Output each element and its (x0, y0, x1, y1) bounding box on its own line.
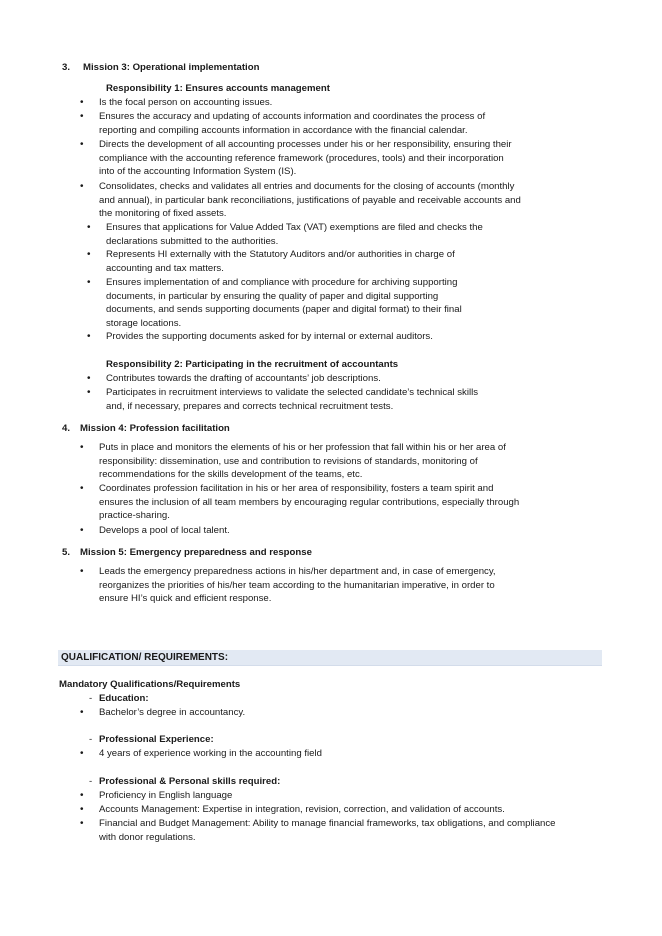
bullet-icon: • (80, 707, 84, 718)
bullet-icon: • (87, 277, 91, 288)
qualification-heading: QUALIFICATION/ REQUIREMENTS: (61, 652, 229, 663)
list-item-text: reporting and compiling accounts information in accordance with the financial calendar. (99, 124, 468, 136)
list-item-text: practice-sharing. (99, 510, 170, 522)
list-item-text: Represents HI externally with the Statutory Auditors and/or authorities in charge of (106, 249, 455, 260)
list-item-text: Participates in recruitment interviews to validate the selected candidate’s technical skills (106, 387, 479, 398)
list-item-text: Ensures implementation of and compliance with procedure for archiving supporting (106, 277, 458, 288)
list-item-text: and annual), in particular bank reconciliations, justifications of payable and receivable accounts and (99, 194, 521, 206)
list-item-text: reorganizes the priorities of his/her team according to the humanitarian imperative, in order to (99, 579, 495, 591)
bullet-icon: • (80, 525, 84, 536)
bullet-icon: • (80, 139, 84, 150)
list-item-text: Puts in place and monitors the elements of his or her profession that fall within his or her area of (99, 442, 506, 453)
list-item-text: with donor regulations. (99, 831, 196, 843)
bullet-icon: • (87, 331, 91, 342)
skills-title: Professional & Personal skills required: (99, 776, 281, 787)
mission4-title: Mission 4: Profession facilitation (80, 423, 230, 434)
list-item-text: Proficiency in English language (99, 790, 233, 801)
mandatory-subheading: Mandatory Qualifications/Requirements (59, 679, 241, 690)
bullet-icon: • (80, 804, 84, 815)
bullet-icon: • (80, 566, 84, 577)
mission4-number: 4. (62, 423, 71, 434)
list-item-text: Consolidates, checks and validates all entries and documents for the closing of accounts (monthly (99, 181, 515, 192)
bullet-icon: • (87, 222, 91, 233)
bullet-icon: • (80, 483, 84, 494)
experience-title: Professional Experience: (99, 734, 214, 745)
bullet-icon: • (80, 748, 84, 759)
bullet-icon: • (80, 111, 84, 122)
mission5-number: 5. (62, 547, 71, 558)
list-item-text: accounting and tax matters. (106, 262, 224, 274)
list-item-text: documents, in particular by ensuring the quality of paper and digital supporting (106, 290, 439, 302)
list-item-text: compliance with the accounting reference framework (procedures, tools) and their incorporation (99, 152, 504, 164)
bullet-icon: • (80, 790, 84, 801)
skills-dash: - (89, 776, 93, 787)
bullet-icon: • (80, 442, 84, 453)
education-dash: - (89, 693, 93, 704)
bullet-icon: • (80, 818, 84, 829)
bullet-icon: • (87, 249, 91, 260)
qualification-heading-bar (58, 650, 602, 666)
list-item-text: Ensures the accuracy and updating of accounts information and coordinates the process of (99, 111, 486, 122)
mission3-number: 3. (62, 62, 71, 73)
list-item-text: Provides the supporting documents asked for by internal or external auditors. (106, 331, 433, 342)
list-item-text: into of the accounting Information System (IS). (99, 166, 297, 178)
bullet-icon: • (80, 181, 84, 192)
education-title: Education: (99, 693, 149, 704)
list-item-text: documents, and sends supporting documents (paper and digital format) to their final (106, 304, 462, 316)
bullet-icon: • (80, 97, 84, 108)
list-item-text: Ensures that applications for Value Added Tax (VAT) exemptions are filed and checks the (106, 222, 483, 233)
list-item-text: Develops a pool of local talent. (99, 525, 230, 536)
list-item-text: the monitoring of fixed assets. (99, 208, 227, 220)
list-item-text: 4 years of experience working in the accounting field (99, 748, 322, 759)
list-item-text: Coordinates profession facilitation in his or her area of responsibility, fosters a team spirit and (99, 483, 494, 494)
list-item-text: recommendations for the skills development of the teams, etc. (99, 469, 363, 481)
list-item-text: Financial and Budget Management: Ability to manage financial frameworks, tax obligations, and compliance (99, 818, 556, 829)
list-item-text: ensures the inclusion of all team members by encouraging regular contributions, especially through (99, 496, 520, 508)
list-item-text: responsibility: dissemination, use and contribution to revisions of standards, monitoring of (99, 455, 478, 467)
list-item-text: and, if necessary, prepares and corrects technical recruitment tests. (106, 400, 394, 412)
mission3-resp2-title: Responsibility 2: Participating in the recruitment of accountants (106, 359, 399, 370)
list-item-text: Bachelor’s degree in accountancy. (99, 707, 246, 718)
experience-dash: - (89, 734, 93, 745)
mission5-title: Mission 5: Emergency preparedness and response (80, 547, 312, 558)
list-item-text: storage locations. (106, 317, 182, 329)
list-item-text: Directs the development of all accounting processes under his or her responsibility, ensuring their (99, 139, 512, 150)
list-item-text: Leads the emergency preparedness actions in his/her department and, in case of emergency, (99, 566, 496, 577)
list-item-text: declarations submitted to the authorities. (106, 235, 279, 247)
mission3-title: Mission 3: Operational implementation (83, 62, 260, 73)
bullet-icon: • (87, 387, 91, 398)
list-item-text: ensure HI’s quick and efficient response. (99, 593, 272, 605)
list-item-text: Contributes towards the drafting of accountants’ job descriptions. (106, 373, 381, 384)
list-item-text: Is the focal person on accounting issues. (99, 97, 273, 108)
mission3-resp1-title: Responsibility 1: Ensures accounts management (106, 83, 330, 94)
list-item-text: Accounts Management: Expertise in integration, revision, correction, and validation of accounts. (99, 804, 505, 815)
bullet-icon: • (87, 373, 91, 384)
